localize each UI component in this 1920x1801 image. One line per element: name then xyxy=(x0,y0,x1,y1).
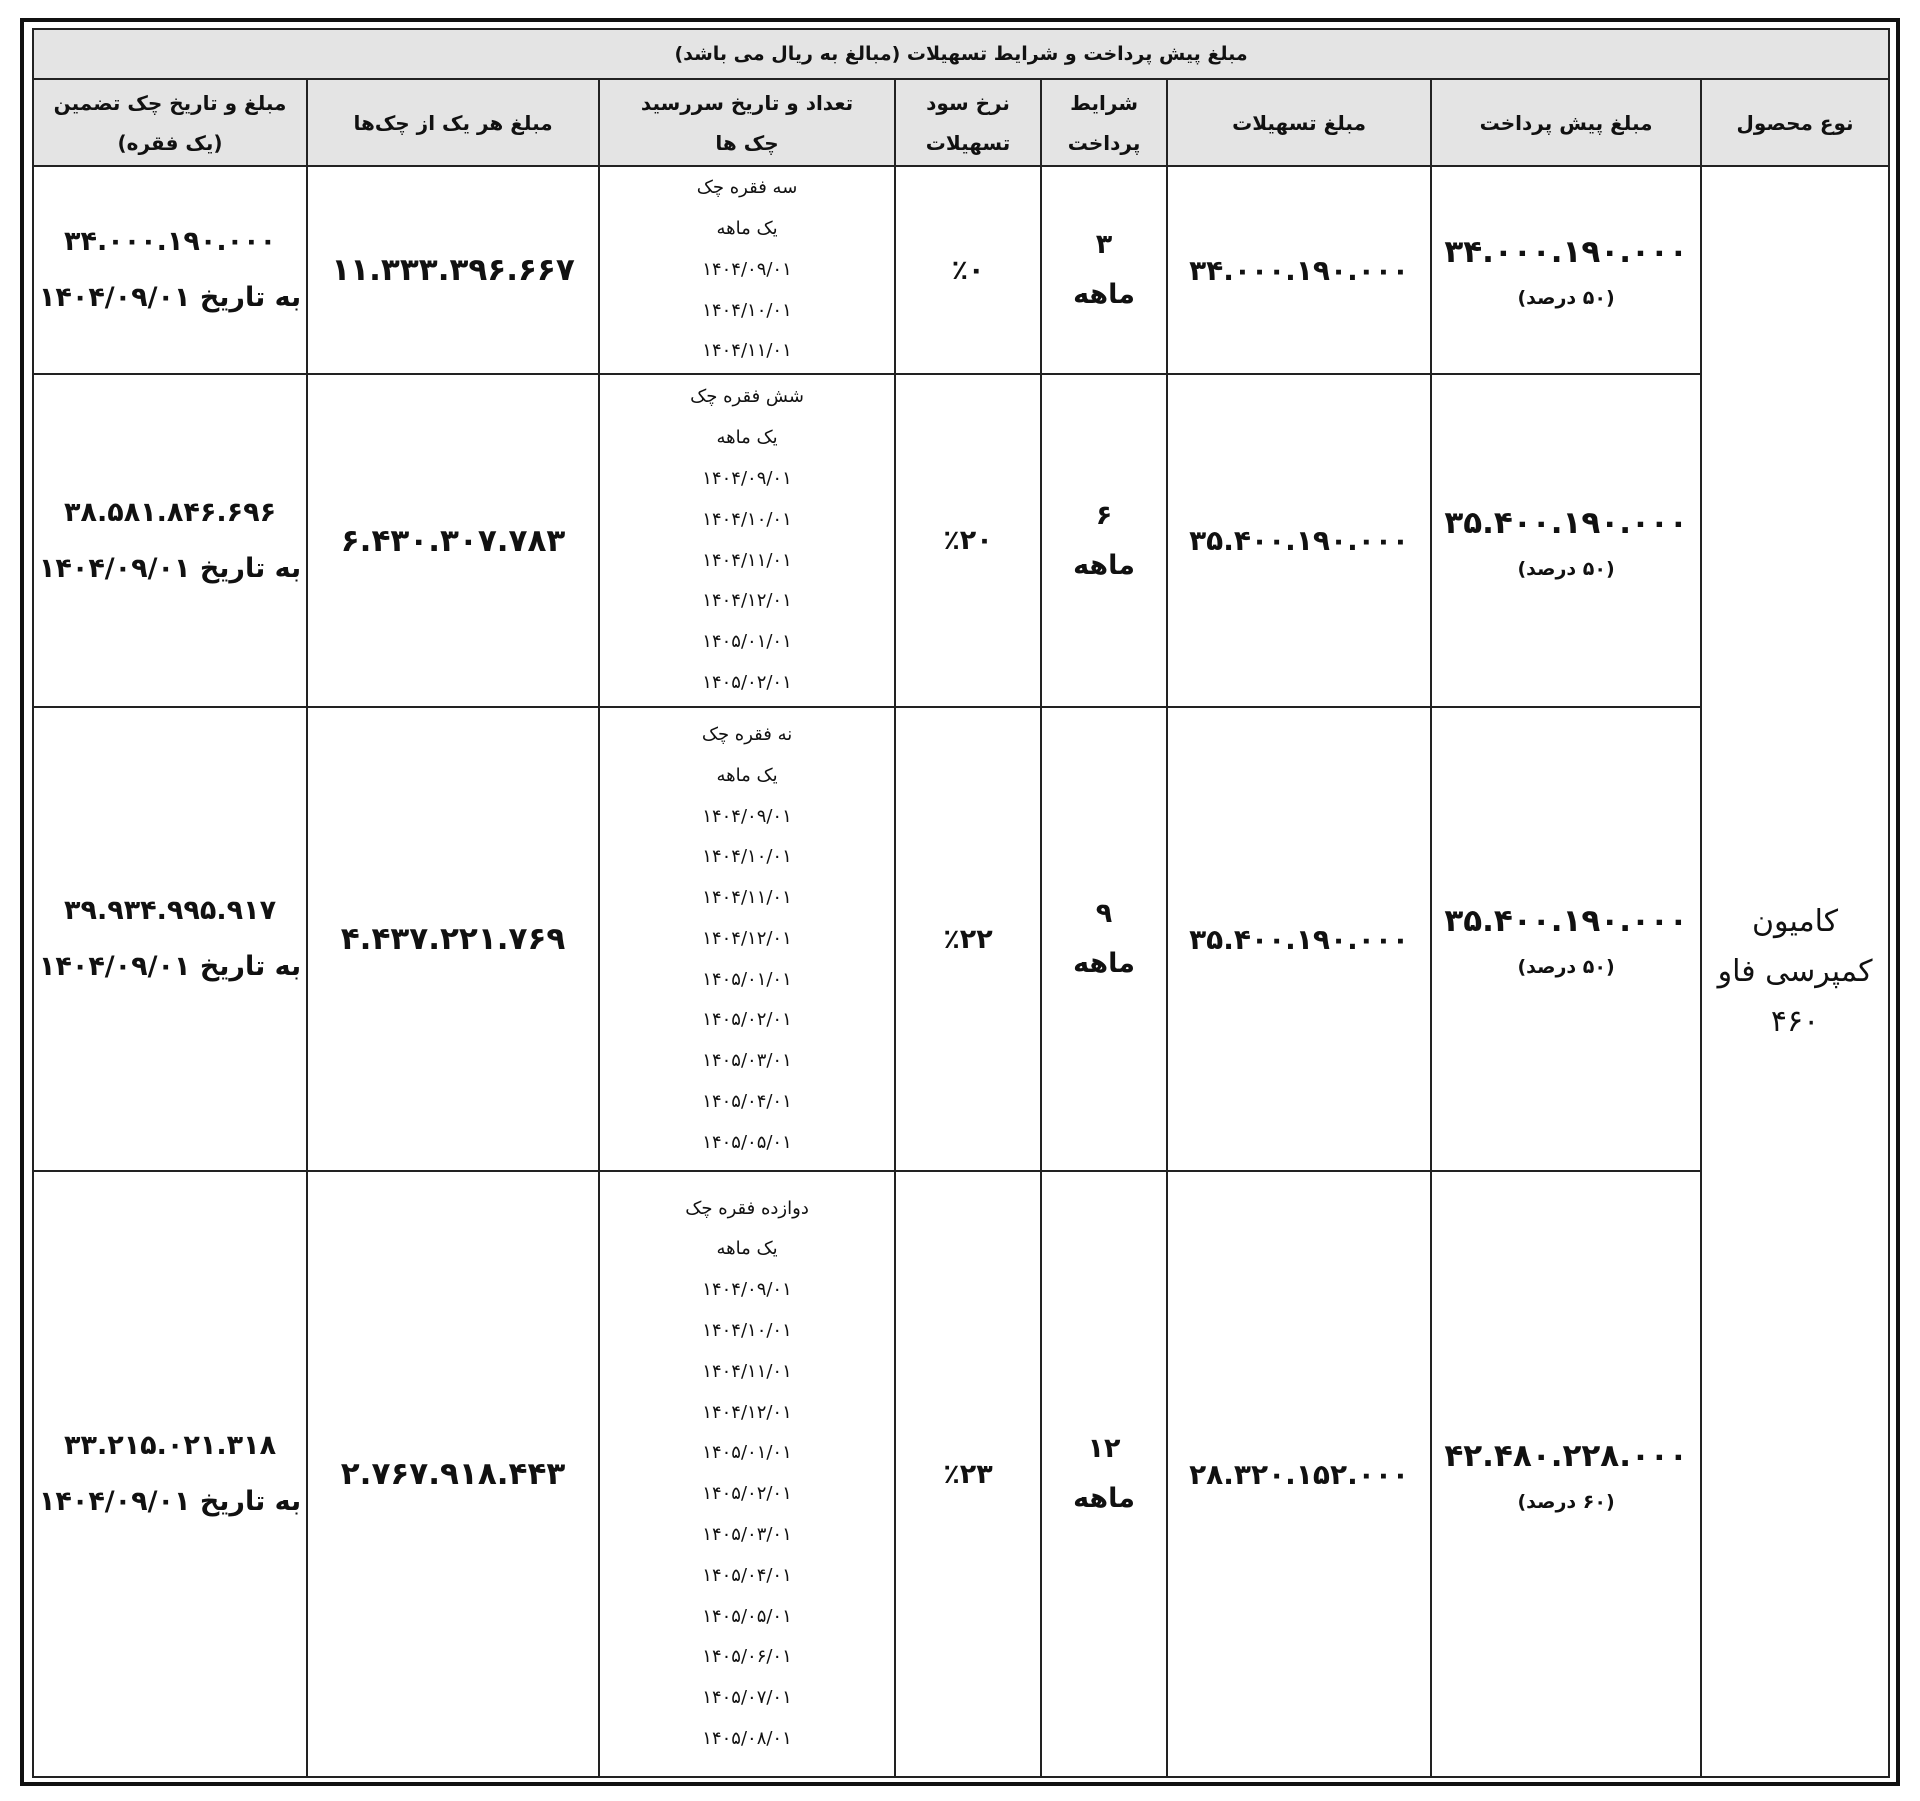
guarantee-amount: ۳۸.۵۸۱.۸۴۶.۶۹۶ xyxy=(64,496,277,528)
check-date: ۱۴۰۴/۰۹/۰۱ xyxy=(702,805,792,827)
check-date: ۱۴۰۵/۰۵/۰۱ xyxy=(702,1131,792,1153)
header-conditions xyxy=(1041,79,1167,166)
checks-count: سه فقره چک xyxy=(696,177,798,199)
prepayment-cell xyxy=(1431,707,1701,1171)
check-date: ۱۴۰۵/۰۸/۰۱ xyxy=(702,1727,792,1749)
title-row xyxy=(33,29,1889,79)
check-date: ۱۴۰۵/۰۲/۰۱ xyxy=(702,672,792,694)
term-months: ۹ xyxy=(1095,898,1113,930)
check-date: ۱۴۰۵/۰۴/۰۱ xyxy=(702,1091,792,1113)
check-date: ۱۴۰۵/۰۵/۰۱ xyxy=(702,1605,792,1627)
check-date: ۱۴۰۴/۱۱/۰۱ xyxy=(702,340,792,362)
check-date: ۱۴۰۴/۱۲/۰۱ xyxy=(702,590,792,612)
check-date: ۱۴۰۴/۱۲/۰۱ xyxy=(702,1401,792,1423)
term-unit: ماهه xyxy=(1073,948,1136,980)
checks-count: دوازده فقره چک xyxy=(685,1197,809,1219)
prepayment-amount: ۴۲.۴۸۰.۲۲۸.۰۰۰ xyxy=(1444,1438,1688,1475)
prepayment-cell xyxy=(1431,166,1701,374)
check-date: ۱۴۰۴/۱۱/۰۱ xyxy=(702,887,792,909)
interest-rate: ٪۲۲ xyxy=(895,707,1041,1171)
payment-term xyxy=(1041,707,1167,1171)
table-title: مبلغ پیش پرداخت و شرایط تسهیلات (مبالغ به ریال می باشد) xyxy=(33,29,1889,79)
check-date: ۱۴۰۴/۰۹/۰۱ xyxy=(702,258,792,280)
header-checks-line2: چک ها xyxy=(715,130,779,155)
check-schedule xyxy=(599,166,895,374)
term-months: ۶ xyxy=(1095,499,1113,531)
prepayment-percent: (۶۰ درصد) xyxy=(1517,1491,1615,1514)
checks-count: شش فقره چک xyxy=(690,386,804,408)
table-row xyxy=(33,374,1889,707)
header-guarantee xyxy=(33,79,307,166)
guarantee-amount: ۳۴.۰۰۰.۱۹۰.۰۰۰ xyxy=(64,226,277,258)
table-row xyxy=(33,1171,1889,1777)
facility-amount: ۲۸.۳۲۰.۱۵۲.۰۰۰ xyxy=(1167,1171,1431,1777)
header-rate xyxy=(895,79,1041,166)
check-date: ۱۴۰۵/۰۱/۰۱ xyxy=(702,1442,792,1464)
check-date: ۱۴۰۴/۰۹/۰۱ xyxy=(702,468,792,490)
check-date: ۱۴۰۵/۰۶/۰۱ xyxy=(702,1646,792,1668)
interest-rate: ٪۲۰ xyxy=(895,374,1041,707)
check-date: ۱۴۰۵/۰۲/۰۱ xyxy=(702,1483,792,1505)
prepayment-percent: (۵۰ درصد) xyxy=(1517,287,1615,310)
table-row xyxy=(33,707,1889,1171)
facility-amount: ۳۵.۴۰۰.۱۹۰.۰۰۰ xyxy=(1167,707,1431,1171)
check-date: ۱۴۰۵/۰۳/۰۱ xyxy=(702,1524,792,1545)
guarantee-check xyxy=(33,707,307,1171)
term-months: ۳ xyxy=(1095,229,1113,261)
check-date: ۱۴۰۵/۰۷/۰۱ xyxy=(702,1687,792,1709)
header-checks xyxy=(599,79,895,166)
checks-count: نه فقره چک xyxy=(701,723,793,745)
prepayment-amount: ۳۴.۰۰۰.۱۹۰.۰۰۰ xyxy=(1444,234,1688,271)
payment-term xyxy=(1041,1171,1167,1777)
checks-period: یک ماهه xyxy=(716,1238,778,1260)
check-date: ۱۴۰۵/۰۴/۰۱ xyxy=(702,1564,792,1586)
header-each-check: مبلغ هر یک از چک‌ها xyxy=(307,79,599,166)
term-months: ۱۲ xyxy=(1087,1433,1121,1465)
prepayment-cell xyxy=(1431,1171,1701,1777)
check-date: ۱۴۰۵/۰۱/۰۱ xyxy=(702,968,792,990)
prepayment-percent: (۵۰ درصد) xyxy=(1517,956,1615,979)
check-date: ۱۴۰۵/۰۳/۰۱ xyxy=(702,1050,792,1072)
prepayment-cell xyxy=(1431,374,1701,707)
prepayment-amount: ۳۵.۴۰۰.۱۹۰.۰۰۰ xyxy=(1444,903,1688,940)
checks-period: یک ماهه xyxy=(716,427,778,449)
each-check-amount: ۱۱.۳۳۳.۳۹۶.۶۶۷ xyxy=(307,166,599,374)
guarantee-date: به تاریخ ۱۴۰۴/۰۹/۰۱ xyxy=(38,951,302,983)
product-line3: ۴۶۰ xyxy=(1770,1003,1820,1039)
product-name xyxy=(1701,166,1889,1777)
facility-amount: ۳۵.۴۰۰.۱۹۰.۰۰۰ xyxy=(1167,374,1431,707)
check-schedule xyxy=(599,707,895,1171)
interest-rate: ٪۰ xyxy=(895,166,1041,374)
prepayment-percent: (۵۰ درصد) xyxy=(1517,557,1615,580)
facility-amount: ۳۴.۰۰۰.۱۹۰.۰۰۰ xyxy=(1167,166,1431,374)
check-schedule xyxy=(599,1171,895,1777)
header-guarantee-line2: (یک فقره) xyxy=(117,130,223,155)
payment-term xyxy=(1041,166,1167,374)
check-date: ۱۴۰۴/۱۱/۰۱ xyxy=(702,549,792,571)
header-product: نوع محصول xyxy=(1701,79,1889,166)
check-schedule xyxy=(599,374,895,707)
each-check-amount: ۲.۷۶۷.۹۱۸.۴۴۳ xyxy=(307,1171,599,1777)
header-guarantee-line1: مبلغ و تاریخ چک تضمین xyxy=(53,90,287,115)
check-date: ۱۴۰۴/۱۲/۰۱ xyxy=(702,927,792,949)
guarantee-check xyxy=(33,166,307,374)
check-date: ۱۴۰۴/۱۰/۰۱ xyxy=(702,299,792,321)
header-checks-line1: تعداد و تاریخ سررسید xyxy=(640,90,854,115)
term-unit: ماهه xyxy=(1073,1483,1136,1515)
header-rate-line2: تسهیلات xyxy=(925,130,1011,155)
payment-term xyxy=(1041,374,1167,707)
check-date: ۱۴۰۴/۱۰/۰۱ xyxy=(702,1320,792,1342)
check-date: ۱۴۰۵/۰۱/۰۱ xyxy=(702,631,792,653)
guarantee-date: به تاریخ ۱۴۰۴/۰۹/۰۱ xyxy=(38,552,302,584)
check-date: ۱۴۰۴/۰۹/۰۱ xyxy=(702,1279,792,1301)
check-date: ۱۴۰۴/۱۰/۰۱ xyxy=(702,508,792,530)
header-facility: مبلغ تسهیلات xyxy=(1167,79,1431,166)
product-line2: کمپرسی فاو xyxy=(1717,953,1873,989)
check-date: ۱۴۰۴/۱۰/۰۱ xyxy=(702,846,792,868)
checks-period: یک ماهه xyxy=(716,764,778,786)
header-conditions-line1: شرایط xyxy=(1070,90,1138,115)
guarantee-check xyxy=(33,374,307,707)
guarantee-amount: ۳۹.۹۳۴.۹۹۵.۹۱۷ xyxy=(64,895,277,927)
interest-rate: ٪۲۳ xyxy=(895,1171,1041,1777)
term-unit: ماهه xyxy=(1073,549,1136,581)
header-prepayment: مبلغ پیش پرداخت xyxy=(1431,79,1701,166)
each-check-amount: ۴.۴۳۷.۲۲۱.۷۶۹ xyxy=(307,707,599,1171)
term-unit: ماهه xyxy=(1073,279,1136,311)
guarantee-date: به تاریخ ۱۴۰۴/۰۹/۰۱ xyxy=(38,1486,302,1518)
guarantee-check xyxy=(33,1171,307,1777)
guarantee-amount: ۳۳.۲۱۵.۰۲۱.۳۱۸ xyxy=(64,1430,277,1462)
payment-terms-table xyxy=(32,28,1890,1778)
check-date: ۱۴۰۵/۰۲/۰۱ xyxy=(702,1009,792,1031)
table-row xyxy=(33,166,1889,374)
guarantee-date: به تاریخ ۱۴۰۴/۰۹/۰۱ xyxy=(38,282,302,314)
check-date: ۱۴۰۴/۱۱/۰۱ xyxy=(702,1360,792,1382)
product-line1: کامیون xyxy=(1752,903,1839,939)
prepayment-amount: ۳۵.۴۰۰.۱۹۰.۰۰۰ xyxy=(1444,504,1688,541)
header-rate-line1: نرخ سود xyxy=(926,90,1010,115)
document-frame xyxy=(20,18,1900,1786)
each-check-amount: ۶.۴۳۰.۳۰۷.۷۸۳ xyxy=(307,374,599,707)
header-conditions-line2: پرداخت xyxy=(1067,130,1141,155)
header-row xyxy=(33,79,1889,166)
checks-period: یک ماهه xyxy=(716,217,778,239)
